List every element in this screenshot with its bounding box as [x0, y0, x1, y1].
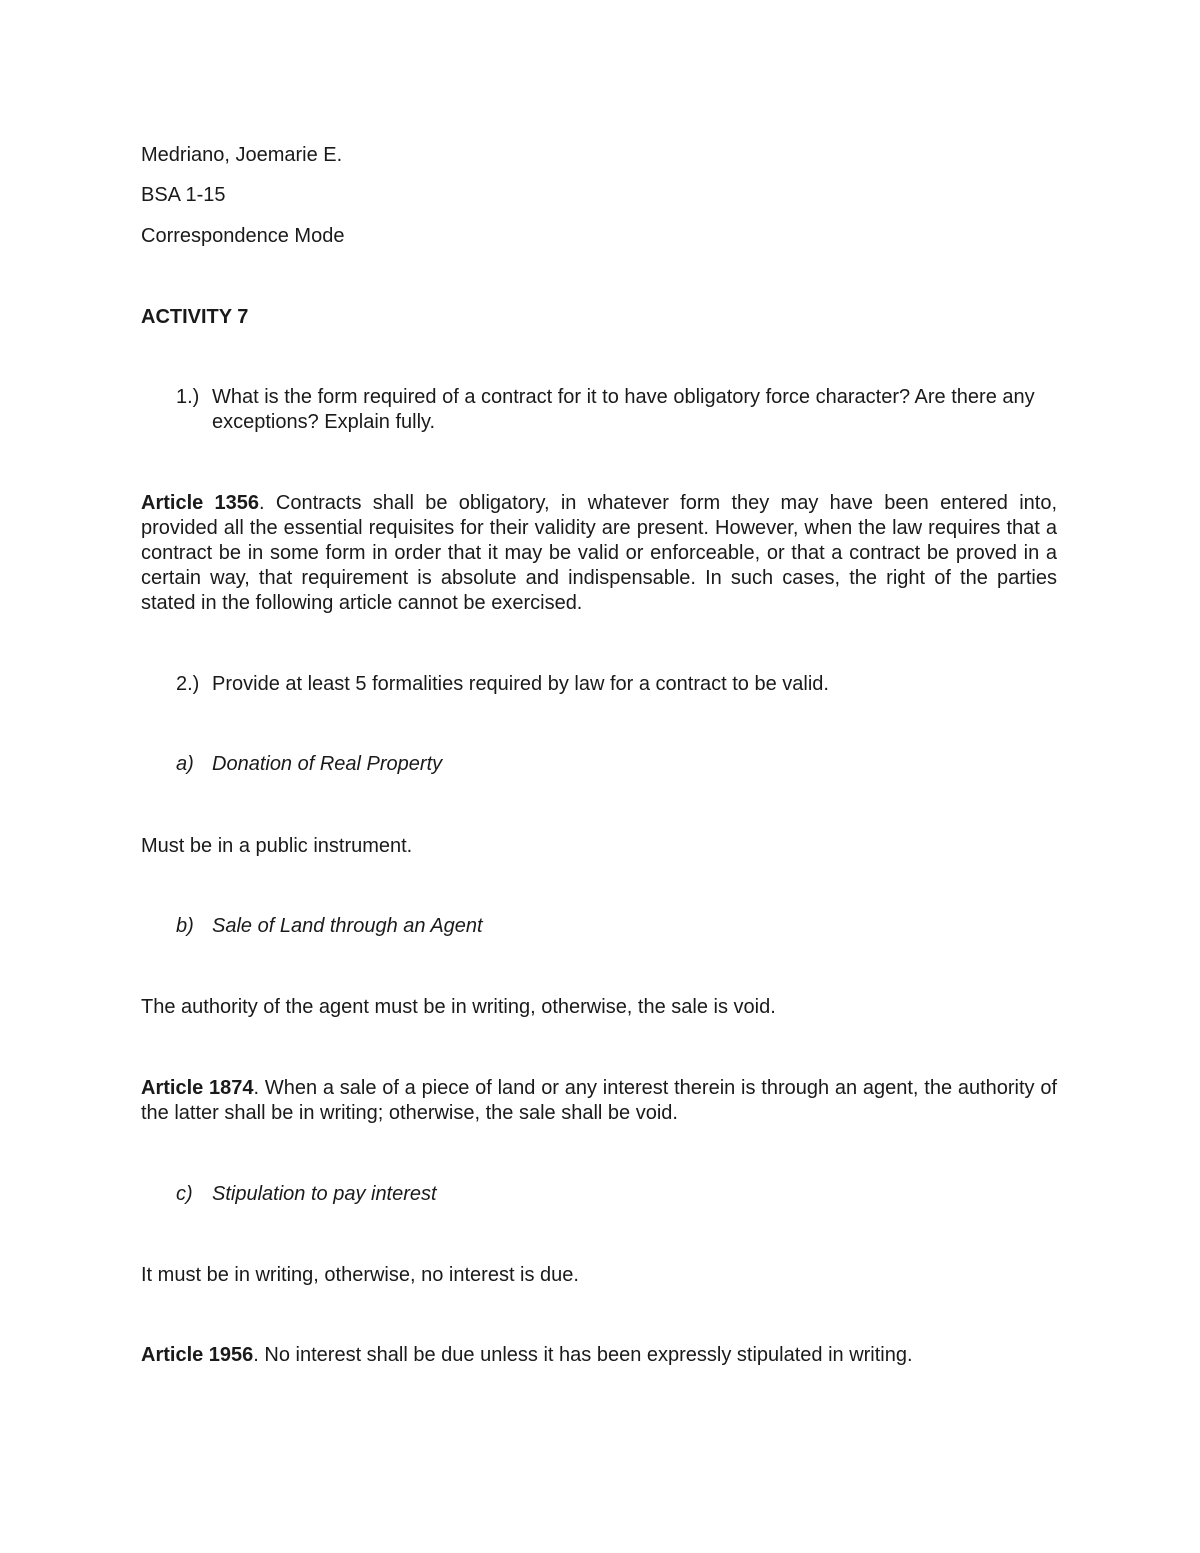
- student-name: Medriano, Joemarie E.: [141, 144, 343, 166]
- item-b-answer: The authority of the agent must be in writing, otherwise, the sale is void.: [141, 996, 776, 1018]
- item-a-answer: Must be in a public instrument.: [141, 835, 413, 857]
- article-1356-paragraph: [141, 491, 1057, 616]
- question-1-number: 1.): [176, 386, 200, 408]
- item-c-title: Stipulation to pay interest: [212, 1183, 437, 1205]
- article-1956-paragraph: [141, 1343, 1057, 1368]
- item-b-title: Sale of Land through an Agent: [212, 915, 483, 937]
- item-a-title: Donation of Real Property: [212, 753, 443, 775]
- activity-title: ACTIVITY 7: [141, 306, 249, 328]
- item-c-letter: c): [176, 1183, 193, 1205]
- article-1356-text: . Contracts shall be obligatory, in whatever form they may have been entered into, provided all the essential requisites for their validity are present. However, when the law requires that a contract be in some form in order that it may be valid or enforceable, or that a contract be proved in a certain way, that requirement is absolute and indispensable. In such cases, the right of the parties stated in the following article cannot be exercised.: [141, 492, 1058, 614]
- article-1874-label: Article 1874: [141, 1077, 254, 1099]
- article-1356-label: Article 1356: [141, 492, 260, 514]
- article-1956-text: . No interest shall be due unless it has been expressly stipulated in writing.: [253, 1344, 913, 1366]
- article-1874-text: . When a sale of a piece of land or any interest therein is through an agent, the authority of the latter shall be in writing; otherwise, the sale shall be void.: [141, 1077, 1057, 1124]
- question-1-text: What is the form required of a contract for it to have obligatory force character? Are there any exceptions? Explain fully.: [212, 386, 1035, 433]
- submission-mode: Correspondence Mode: [141, 225, 345, 247]
- item-b-letter: b): [176, 915, 194, 937]
- item-c-answer: It must be in writing, otherwise, no interest is due.: [141, 1264, 579, 1286]
- student-section: BSA 1-15: [141, 184, 226, 206]
- question-2-number: 2.): [176, 673, 200, 695]
- article-1956-label: Article 1956: [141, 1344, 254, 1366]
- article-1874-paragraph: [141, 1076, 1057, 1126]
- item-a-letter: a): [176, 753, 194, 775]
- question-2-text: Provide at least 5 formalities required by law for a contract to be valid.: [212, 673, 829, 695]
